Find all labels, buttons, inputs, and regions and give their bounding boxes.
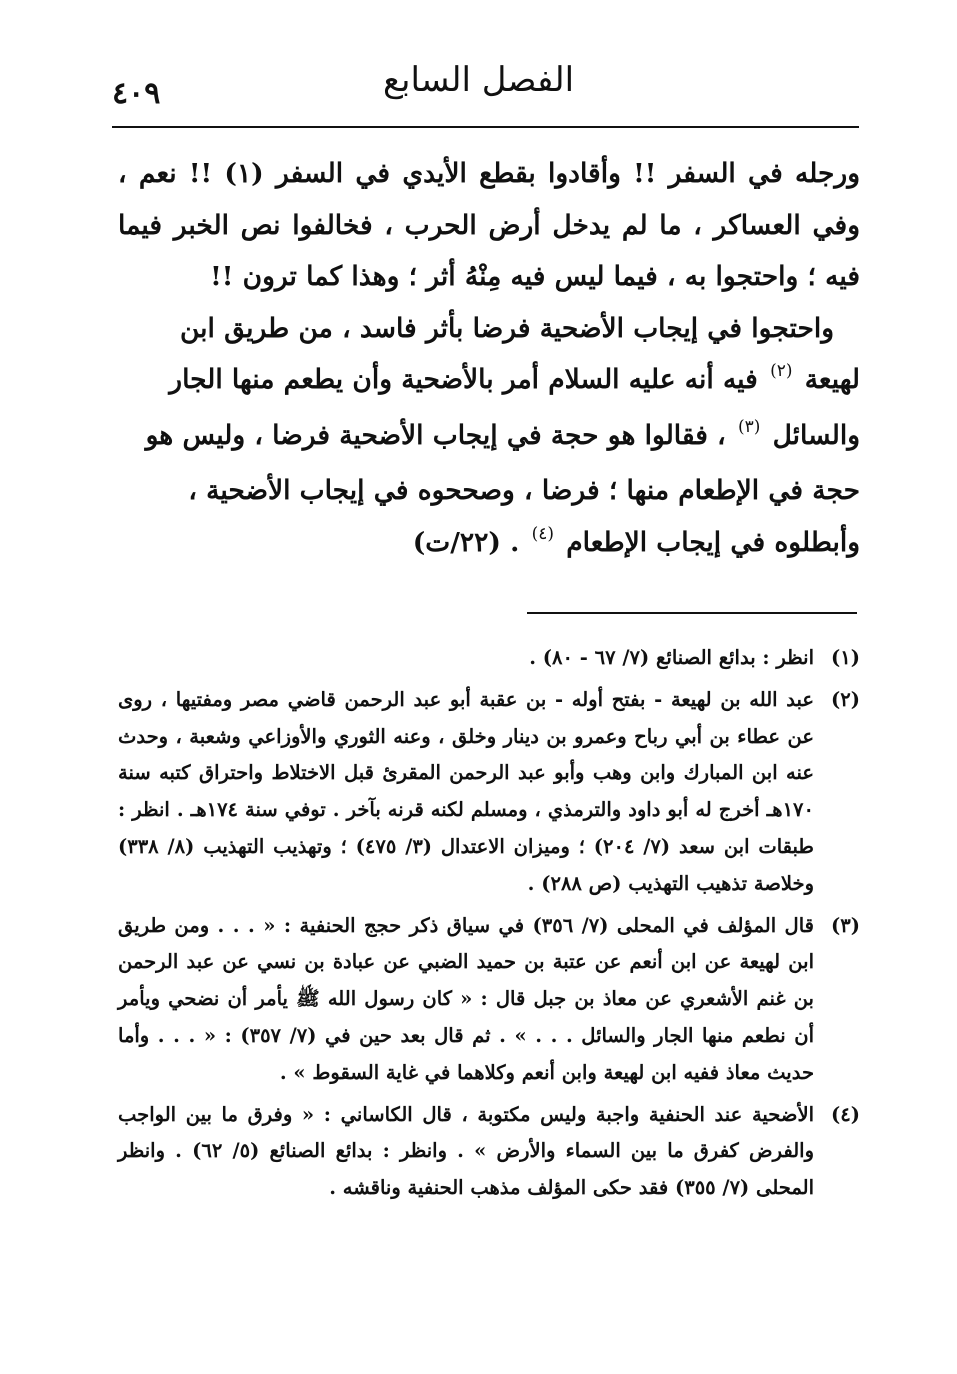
paragraph-2-part-1: واحتجوا في إيجاب الأضحية فرضا بأثر فاسد ، من طريق ابن لهيعة [179, 312, 860, 395]
paragraph-2-end: . (٢٢/ت) [412, 526, 520, 558]
paragraph-1: ورجله في السفر !! وأقادوا بقطع الأيدي في السفر (١) !! نعم ، وفي العساكر ، ما لم يدخل أرض الحرب ، فخالفوا نص الخبر فيما فيه ؛ واحتجوا به ، فيما ليس فيه مِنْهُ أثر ؛ وهذا كما ترون !! [118, 158, 860, 292]
footnote-text: انظر : بدائع الصنائع (٧/ ٦٧ - ٨٠) . [529, 646, 814, 669]
footnote-number: (٤) [831, 1102, 860, 1126]
header-divider [112, 126, 859, 128]
footnote-4 [118, 1097, 860, 1207]
footnote-number: (٢) [831, 687, 860, 711]
paragraph-2-part-3: ، فقالوا هو حجة في إيجاب الأضحية فرضا ، وليس هو حجة في الإطعام منها ؛ فرضا ، وصححوه في إيجاب الأضحية ، وأبطلوه في إيجاب الإطعام [145, 419, 860, 558]
footnote-number: (١) [831, 646, 860, 669]
main-text [118, 148, 860, 572]
footnote-2 [118, 682, 860, 903]
footnote-text: قال المؤلف في المحلى (٧/ ٣٥٦) في سياق ذكر حجج الحنفية : « . . . ومن طريق ابن لهيعة عن ابن أنعم عن عتبة بن حميد الضبي عن عبادة بن نسي عن عبد الرحمن بن غنم الأشعري عن معاذ بن جبل قال : « كان رسول الله ﷺ يأمر أن نضحي ويأمر أن نطعم منها الجار والسائل . . . » . ثم قال بعد حين في (٧/ ٣٥٧) : « . . . وأما حديث معاذ ففيه ابن لهيعة وابن أنعم وكلاهما في غاية السقوط » . [118, 913, 814, 1084]
footnote-ref-3: (٣) [737, 416, 761, 437]
footnote-number: (٣) [831, 913, 860, 937]
page-number: ٤٠٩ [112, 76, 161, 111]
footnote-3 [118, 908, 860, 1092]
footnote-text: الأضحية عند الحنفية واجبة وليس مكتوبة ، قال الكاساني : « وفرق ما بين الواجب والفرض كفرق ما بين السماء والأرض » . وانظر : بدائع الصنائع (٥/ ٦٢) . وانظر المحلى (٧/ ٣٥٥) فقد حكى المؤلف مذهب الحنفية وناقشه . [118, 1102, 814, 1200]
footnote-1 [118, 640, 860, 677]
footnote-ref-4: (٤) [531, 523, 554, 544]
paragraph-2 [118, 303, 860, 573]
paragraph-2-part-2: فيه أنه عليه السلام أمر بالأضحية وأن يطعم منها الجار والسائل [169, 364, 860, 451]
chapter-title: الفصل السابع [382, 60, 575, 100]
footnote-ref-2: (٢) [770, 361, 793, 381]
footnote-text: عبد الله بن لهيعة - بفتح أوله - بن عقبة أبو عبد الرحمن قاضي مصر ومفتيها ، روى عن عطاء بن أبي رباح وعمرو بن دينار وخلق ، وعنه الثوري والأوزاعي وشعبة ، وحدث عنه ابن المبارك وابن وهب وأبو عبد الرحمن المقرئ قبل الاختلاط واحتراق كتبه سنة ١٧٠هـ أخرج له أبو داود والترمذي ، ومسلم لكنه قرنه بآخر . توفي سنة ١٧٤هـ . انظر : طبقات ابن سعد (٧/ ٢٠٤) ؛ وميزان الاعتدال (٣/ ٤٧٥) ؛ وتهذيب التهذيب (٨/ ٣٣٨) وخلاصة تذهيب التهذيب (ص ٢٨٨) . [118, 687, 814, 895]
footnotes [118, 640, 860, 1212]
footnote-divider [527, 612, 857, 614]
